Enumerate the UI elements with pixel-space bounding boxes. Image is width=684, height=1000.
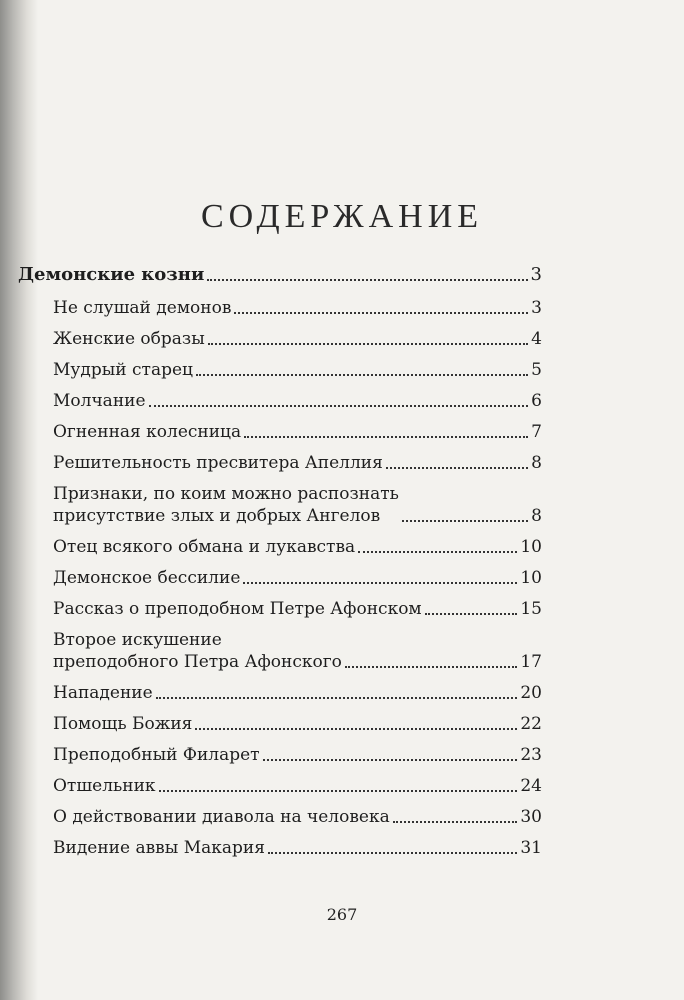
toc-entry-label: Помощь Божия bbox=[53, 714, 193, 734]
toc-entry-label: Демонское бессилие bbox=[53, 568, 241, 588]
toc-entry-page: 10 bbox=[520, 537, 542, 557]
toc-entry[interactable] bbox=[18, 421, 542, 443]
dot-leader bbox=[244, 436, 528, 438]
toc-entry-label-line2: присутствие злых и добрых Ангелов bbox=[53, 506, 381, 526]
toc-entry[interactable] bbox=[18, 483, 542, 527]
toc-entry-label bbox=[53, 483, 399, 527]
toc-entry-label: Отшельник bbox=[53, 776, 156, 796]
toc-entry[interactable] bbox=[18, 837, 542, 859]
toc-entry-label: Отец всякого обмана и лукавства bbox=[53, 537, 356, 557]
dot-leader bbox=[207, 279, 527, 281]
toc-entry[interactable] bbox=[18, 598, 542, 620]
toc-entry-page: 5 bbox=[531, 360, 542, 380]
table-of-contents bbox=[18, 264, 542, 868]
toc-entry-label: Рассказ о преподобном Петре Афонском bbox=[53, 599, 422, 619]
toc-entry-page: 4 bbox=[531, 329, 542, 349]
toc-entry-page: 8 bbox=[531, 506, 542, 526]
dot-leader bbox=[208, 343, 528, 345]
toc-entry[interactable] bbox=[18, 567, 542, 589]
dot-leader bbox=[196, 374, 528, 376]
toc-section-label: Демонские козни bbox=[18, 264, 205, 285]
page-title: СОДЕРЖАНИЕ bbox=[200, 198, 484, 235]
dot-leader bbox=[358, 551, 517, 553]
dot-leader bbox=[393, 821, 518, 823]
toc-entry[interactable] bbox=[18, 744, 542, 766]
toc-entry-page: 17 bbox=[520, 652, 542, 672]
toc-entry-label: Не слушай демонов bbox=[53, 298, 232, 318]
dot-leader bbox=[156, 697, 518, 699]
toc-entry-label: Молчание bbox=[53, 391, 146, 411]
toc-entry-label: Нападение bbox=[53, 683, 153, 703]
toc-entry[interactable] bbox=[18, 713, 542, 735]
toc-entry-page: 20 bbox=[520, 683, 542, 703]
toc-entry[interactable] bbox=[18, 452, 542, 474]
toc-entry-label: Видение аввы Макария bbox=[53, 838, 265, 858]
toc-entry-label-line1: Второе искушение bbox=[53, 630, 222, 650]
dot-leader bbox=[425, 613, 518, 615]
toc-entry-page: 24 bbox=[520, 776, 542, 796]
toc-entry-label-line1: Признаки, по коим можно распознать bbox=[53, 484, 399, 504]
toc-section[interactable] bbox=[18, 264, 542, 286]
toc-entry[interactable] bbox=[18, 297, 542, 319]
toc-entry-label: Преподобный Филарет bbox=[53, 745, 260, 765]
toc-entry-label: Мудрый старец bbox=[53, 360, 193, 380]
toc-entry-page: 31 bbox=[520, 838, 542, 858]
toc-entry[interactable] bbox=[18, 390, 542, 412]
dot-leader bbox=[159, 790, 518, 792]
toc-entry-page: 23 bbox=[520, 745, 542, 765]
toc-section-page: 3 bbox=[530, 264, 542, 285]
toc-entry[interactable] bbox=[18, 328, 542, 350]
toc-entry-page: 10 bbox=[520, 568, 542, 588]
toc-entry[interactable] bbox=[18, 775, 542, 797]
dot-leader bbox=[345, 666, 517, 668]
dot-leader bbox=[234, 312, 528, 314]
toc-entry-label bbox=[53, 629, 342, 673]
toc-entry-page: 7 bbox=[531, 422, 542, 442]
toc-entry-page: 15 bbox=[520, 599, 542, 619]
toc-entry-page: 8 bbox=[531, 453, 542, 473]
toc-entry-page: 30 bbox=[520, 807, 542, 827]
toc-entry[interactable] bbox=[18, 806, 542, 828]
dot-leader bbox=[195, 728, 517, 730]
dot-leader bbox=[149, 405, 529, 407]
toc-entry-label: О действовании диавола на человека bbox=[53, 807, 390, 827]
toc-entry-page: 22 bbox=[520, 714, 542, 734]
toc-entry-label: Огненная колесница bbox=[53, 422, 242, 442]
dot-leader bbox=[268, 852, 517, 854]
toc-entry-label: Женские образы bbox=[53, 329, 205, 349]
toc-entry[interactable] bbox=[18, 629, 542, 673]
toc-entry[interactable] bbox=[18, 359, 542, 381]
toc-entry-label-line2: преподобного Петра Афонского bbox=[53, 652, 342, 672]
dot-leader bbox=[402, 520, 528, 522]
toc-entry[interactable] bbox=[18, 682, 542, 704]
toc-entry[interactable] bbox=[18, 536, 542, 558]
toc-entry-page: 6 bbox=[531, 391, 542, 411]
dot-leader bbox=[386, 467, 528, 469]
page-number: 267 bbox=[326, 905, 358, 924]
toc-entry-label: Решительность пресвитера Апеллия bbox=[53, 453, 383, 473]
dot-leader bbox=[243, 582, 517, 584]
toc-entry-page: 3 bbox=[531, 298, 542, 318]
dot-leader bbox=[263, 759, 518, 761]
